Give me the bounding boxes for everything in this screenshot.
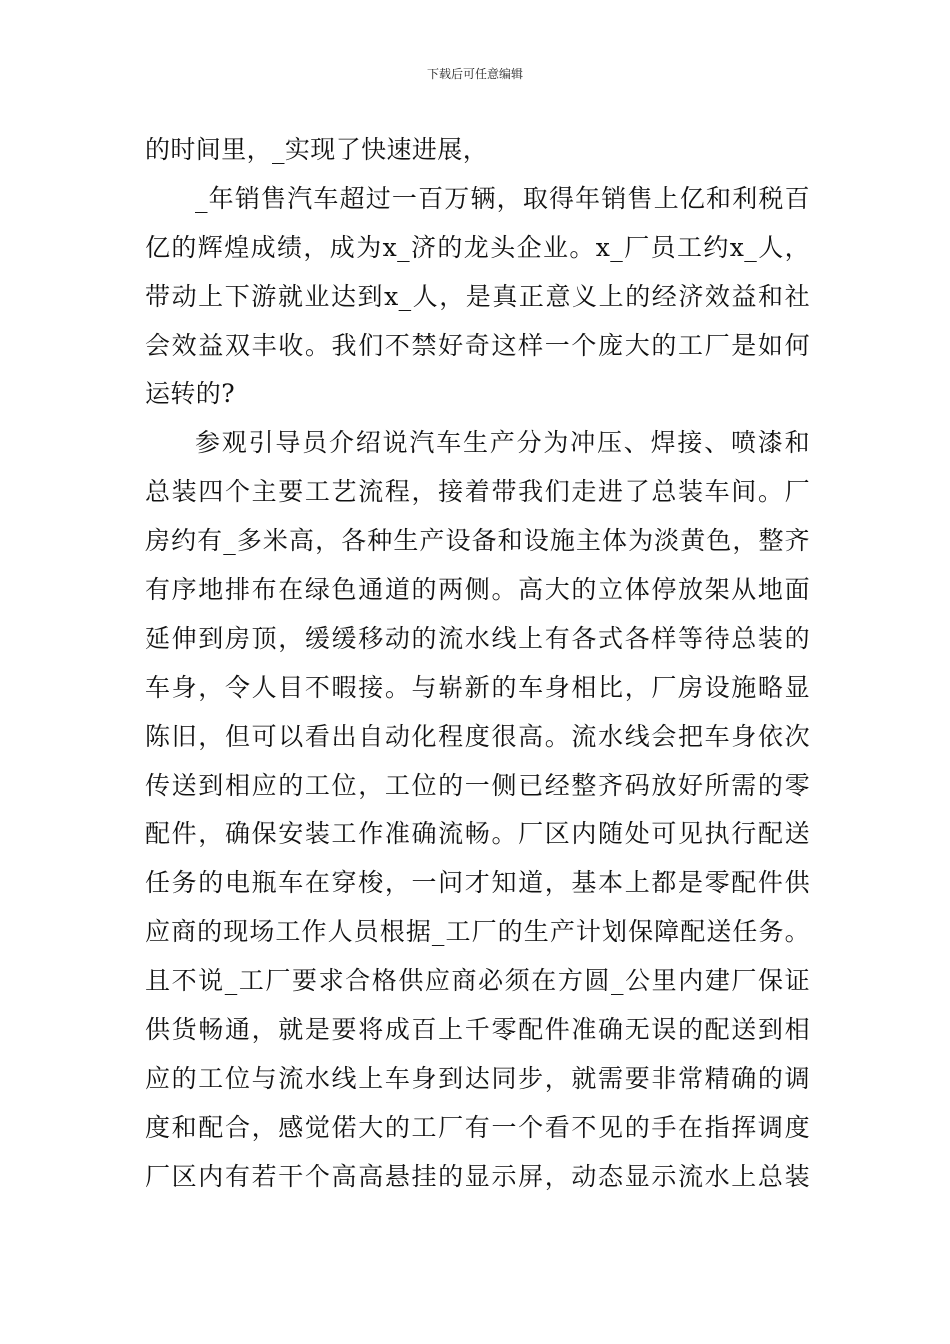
text-line: 厂区内有若干个高高悬挂的显示屏，动态显示流水上总装 [145,1161,810,1191]
text-line: 配件，确保安装工作准确流畅。厂区内随处可见执行配送 [145,819,810,849]
text-line: 陈旧，但可以看出自动化程度很高。流水线会把车身依次 [145,721,810,751]
text-line: 参观引导员介绍说汽车生产分为冲压、焊接、喷漆和 [195,428,810,458]
text-line: 供货畅通，就是要将成百上千零配件准确无误的配送到相 [145,1015,810,1045]
text-line: 亿的辉煌成绩，成为x_济的龙头企业。x_厂员工约x_人， [145,232,810,262]
document-body [145,126,810,1202]
text-line: 且不说_工厂要求合格供应商必须在方圆_公里内建厂保证 [145,966,810,996]
text-line: 车身，令人目不暇接。与崭新的车身相比，厂房设施略显 [145,672,810,702]
text-line: 度和配合，感觉偌大的工厂有一个看不见的手在指挥调度 [145,1112,810,1142]
text-line: 带动上下游就业达到x_人，是真正意义上的经济效益和社 [145,281,810,311]
text-line: 应商的现场工作人员根据_工厂的生产计划保障配送任务。 [145,917,810,947]
page-header: 下载后可任意编辑 [426,67,523,81]
text-line: 的时间里，_实现了快速进展， [145,135,489,164]
text-line: 总装四个主要工艺流程，接着带我们走进了总装车间。厂 [145,477,810,507]
text-line: 任务的电瓶车在穿梭，一问才知道，基本上都是零配件供 [145,868,810,898]
text-line: 传送到相应的工位，工位的一侧已经整齐码放好所需的零 [145,770,810,800]
text-line: 有序地排布在绿色通道的两侧。高大的立体停放架从地面 [145,575,810,605]
text-line: 会效益双丰收。我们不禁好奇这样一个庞大的工厂是如何 [145,330,810,360]
text-line: _年销售汽车超过一百万辆，取得年销售上亿和利税百 [195,183,810,213]
text-line: 运转的? [145,379,236,409]
text-line: 延伸到房顶，缓缓移动的流水线上有各式各样等待总装的 [145,623,810,653]
text-line: 应的工位与流水线上车身到达同步，就需要非常精确的调 [145,1063,810,1093]
text-line: 房约有_多米高，各种生产设备和设施主体为淡黄色，整齐 [145,526,810,556]
